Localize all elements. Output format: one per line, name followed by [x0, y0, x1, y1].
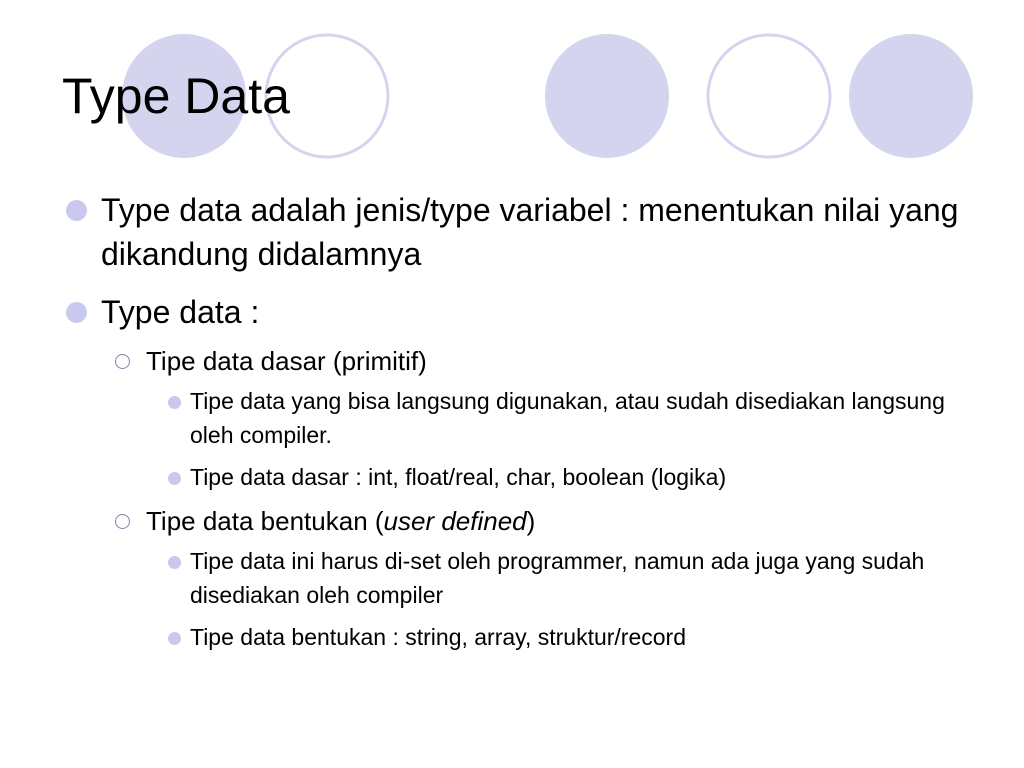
bullet-level2-primitive: [115, 344, 966, 378]
bullet-text-italic: user defined: [383, 506, 527, 536]
slide-title: Type Data: [62, 68, 290, 124]
decorative-outline-circle-2: [708, 35, 830, 157]
bullet-text: Tipe data dasar : int, float/real, char, boolean (logika): [190, 464, 727, 490]
bullet-text: Type data adalah jenis/type variabel : menentukan nilai yang dikandung didalamnya: [101, 192, 959, 272]
bullet-text: Type data :: [101, 294, 260, 330]
bullet-text-before: Tipe data bentukan (: [146, 506, 384, 536]
filled-circle-bullet-icon: [66, 200, 87, 221]
bullet-level3-primitive-desc: [168, 384, 966, 452]
bullet-level1-type-data: [66, 290, 966, 334]
bullet-list: [66, 188, 966, 654]
bullet-text: Tipe data ini harus di-set oleh programmer, namun ada juga yang sudah disediakan oleh compiler: [190, 548, 925, 608]
bullet-text: Tipe data dasar (primitif): [146, 346, 427, 376]
bullet-level3-user-defined-list: [168, 620, 966, 654]
filled-circle-bullet-icon: [168, 556, 181, 569]
bullet-text: [146, 506, 535, 536]
bullet-level1-definition: [66, 188, 966, 276]
filled-circle-bullet-icon: [168, 396, 181, 409]
bullet-text-after: ): [526, 506, 536, 536]
hollow-circle-bullet-icon: [115, 514, 130, 529]
decorative-filled-circle-3: [849, 34, 973, 158]
bullet-level2-user-defined: [115, 504, 966, 538]
bullet-text: Tipe data yang bisa langsung digunakan, atau sudah disediakan langsung oleh compiler.: [190, 388, 945, 448]
decorative-filled-circle-2: [545, 34, 669, 158]
bullet-text: Tipe data bentukan : string, array, struktur/record: [190, 624, 687, 650]
filled-circle-bullet-icon: [66, 302, 87, 323]
filled-circle-bullet-icon: [168, 632, 181, 645]
filled-circle-bullet-icon: [168, 472, 181, 485]
hollow-circle-bullet-icon: [115, 354, 130, 369]
bullet-level3-user-defined-desc: [168, 544, 966, 612]
bullet-level3-primitive-list: [168, 460, 966, 494]
